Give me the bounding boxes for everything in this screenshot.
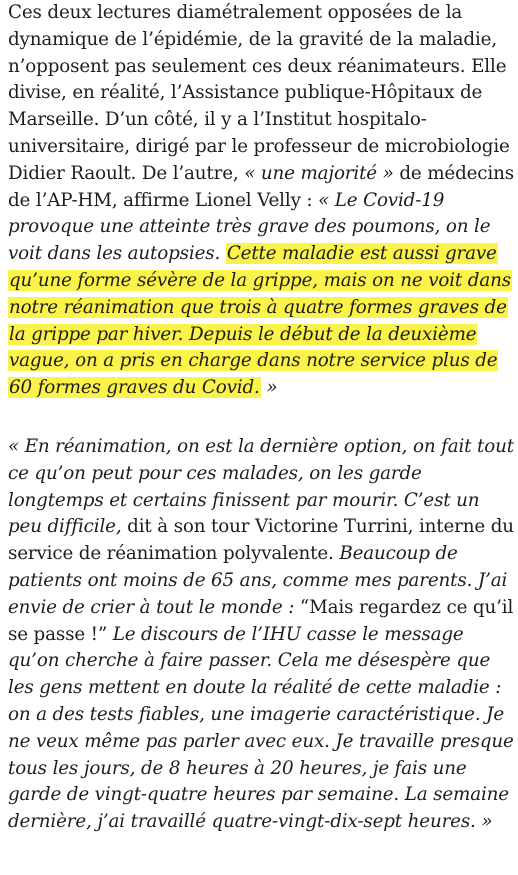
paragraph-2 (8, 434, 514, 836)
quote-velly-start: « Le Covid-19 provoque une atteinte très grave des poumons, on le voit dans les autopsies. (8, 189, 491, 265)
highlighted-quote: Cette maladie est aussi grave qu’une forme sévère de la grippe, mais on ne voit dans notre réanimation que trois à quatre formes graves de la grippe par hiver. Depuis le début de la deuxième vague, on a pris en charge dans notre service plus de 60 formes graves du Covid. (9, 243, 511, 399)
paragraph-1-text: Ces deux lectures diamétralement opposées de la dynamique de l’épidémie, de la gravité de la maladie, n’opposent pas seulement ces deux réanimateurs. Elle divise, en réalité, l’Assistance publique-Hôpitaux de Marseille. D’un côté, il y a l’Institut hospitalo-universitaire, dirigé par le professeur de microbiologie Didier Raoult. De l’autre, (8, 2, 510, 184)
quote-une-majorite: « une majorité » (244, 162, 394, 184)
quote-turrini-end: Le discours de l’IHU casse le message qu’on cherche à faire passer. Cela me désespère que les gens mettent en doute la réalité de cette maladie : on a des tests fiables, une imagerie caractéristique. Je ne veux même pas parler avec eux. Je travaille presque tous les jours, de 8 heures à 20 heures, je fais une garde de vingt-quatre heures par semaine. La semaine dernière, j’ai travaillé quatre-vingt-dix-sept heures. » (8, 623, 514, 833)
paragraph-1 (8, 0, 514, 402)
article-body (8, 0, 514, 836)
quote-velly-close: » (266, 377, 278, 399)
paragraph-1-attribution: de médecins de l’AP-HM, affirme Lionel Velly : (8, 162, 514, 211)
quote-turrini-start: « En réanimation, on est la dernière option, on fait tout ce qu’on peut pour ces malades, on les garde longtemps et certains finissent par mourir. C’est un peu difficile, (8, 435, 514, 538)
paragraph-2-attribution: dit à son tour Victorine Turrini, interne du service de réanimation polyvalente. (8, 516, 514, 565)
quote-turrini-middle: Beaucoup de patients ont moins de 65 ans, comme mes parents. J’ai envie de crier à tout le monde : (8, 543, 508, 618)
quote-inner: “Mais regardez ce qu’il se passe !” (8, 596, 514, 645)
